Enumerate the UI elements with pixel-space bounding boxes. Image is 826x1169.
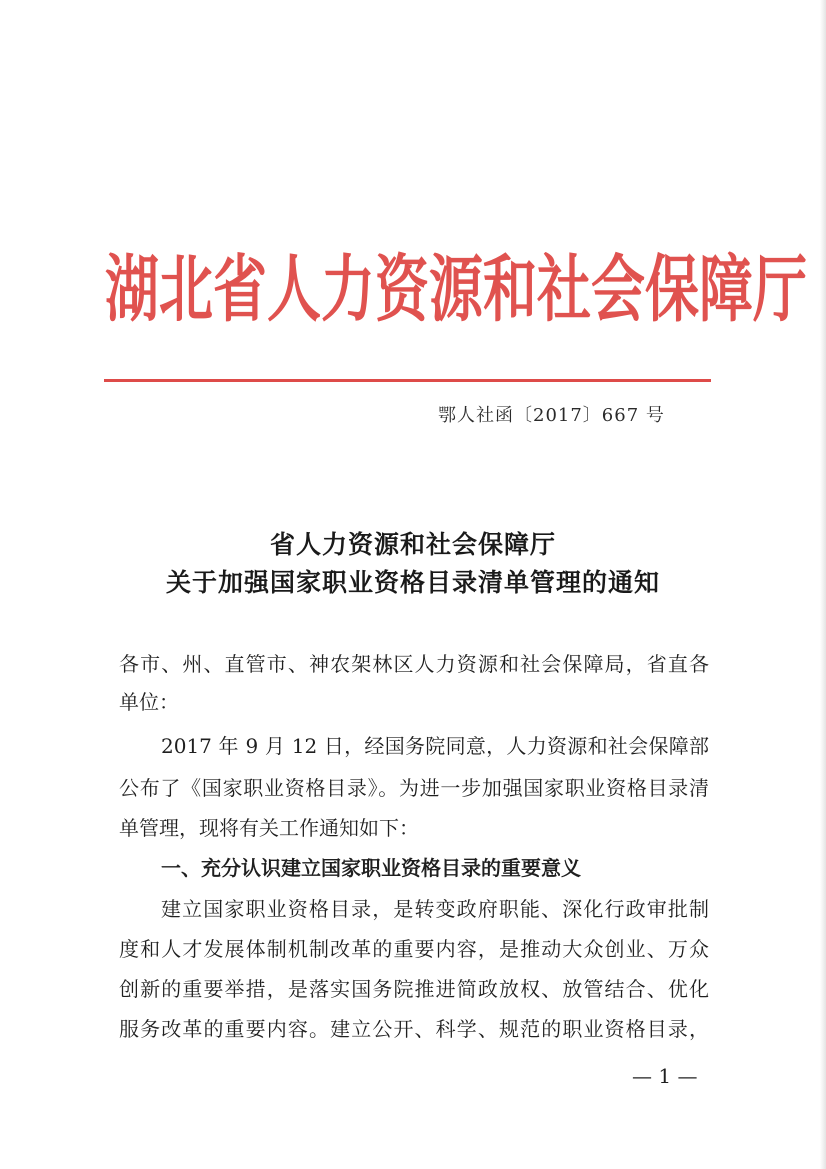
document-title-line-1: 省人力资源和社会保障厅 [269,530,556,559]
page-number: — 1 — [632,1064,698,1088]
body-paragraph-line: 创新的重要举措，是落实国务院推进简政放权、放管结合、优化 [119,977,709,1001]
page-edge-shadow [820,0,826,1169]
body-paragraph-line: 单管理，现将有关工作通知如下： [119,816,419,840]
body-line-addressee: 各市、州、直管市、神农架林区人力资源和社会保障局，省直各 [119,652,709,676]
body-line-addressee-cont: 单位： [119,690,179,714]
document-title-line-2: 关于加强国家职业资格目录清单管理的通知 [165,568,660,597]
red-header-rule [104,379,711,382]
body-paragraph-line: 度和人才发展体制机制改革的重要内容，是推动大众创业、万众 [119,937,709,961]
body-paragraph-line: 2017 年 9 月 12 日，经国务院同意，人力资源和社会保障部 [161,734,709,758]
body-paragraph-line: 建立国家职业资格目录，是转变政府职能、深化行政审批制 [161,897,709,921]
document-number: 鄂人社函〔2017〕667 号 [438,405,665,426]
section-heading: 一、充分认识建立国家职业资格目录的重要意义 [161,856,581,880]
agency-header-title: 湖北省人力资源和社会保障厅 [105,245,807,332]
body-paragraph-line: 公布了《国家职业资格目录》。为进一步加强国家职业资格目录清 [119,776,709,800]
body-paragraph-line: 服务改革的重要内容。建立公开、科学、规范的职业资格目录， [119,1017,709,1041]
